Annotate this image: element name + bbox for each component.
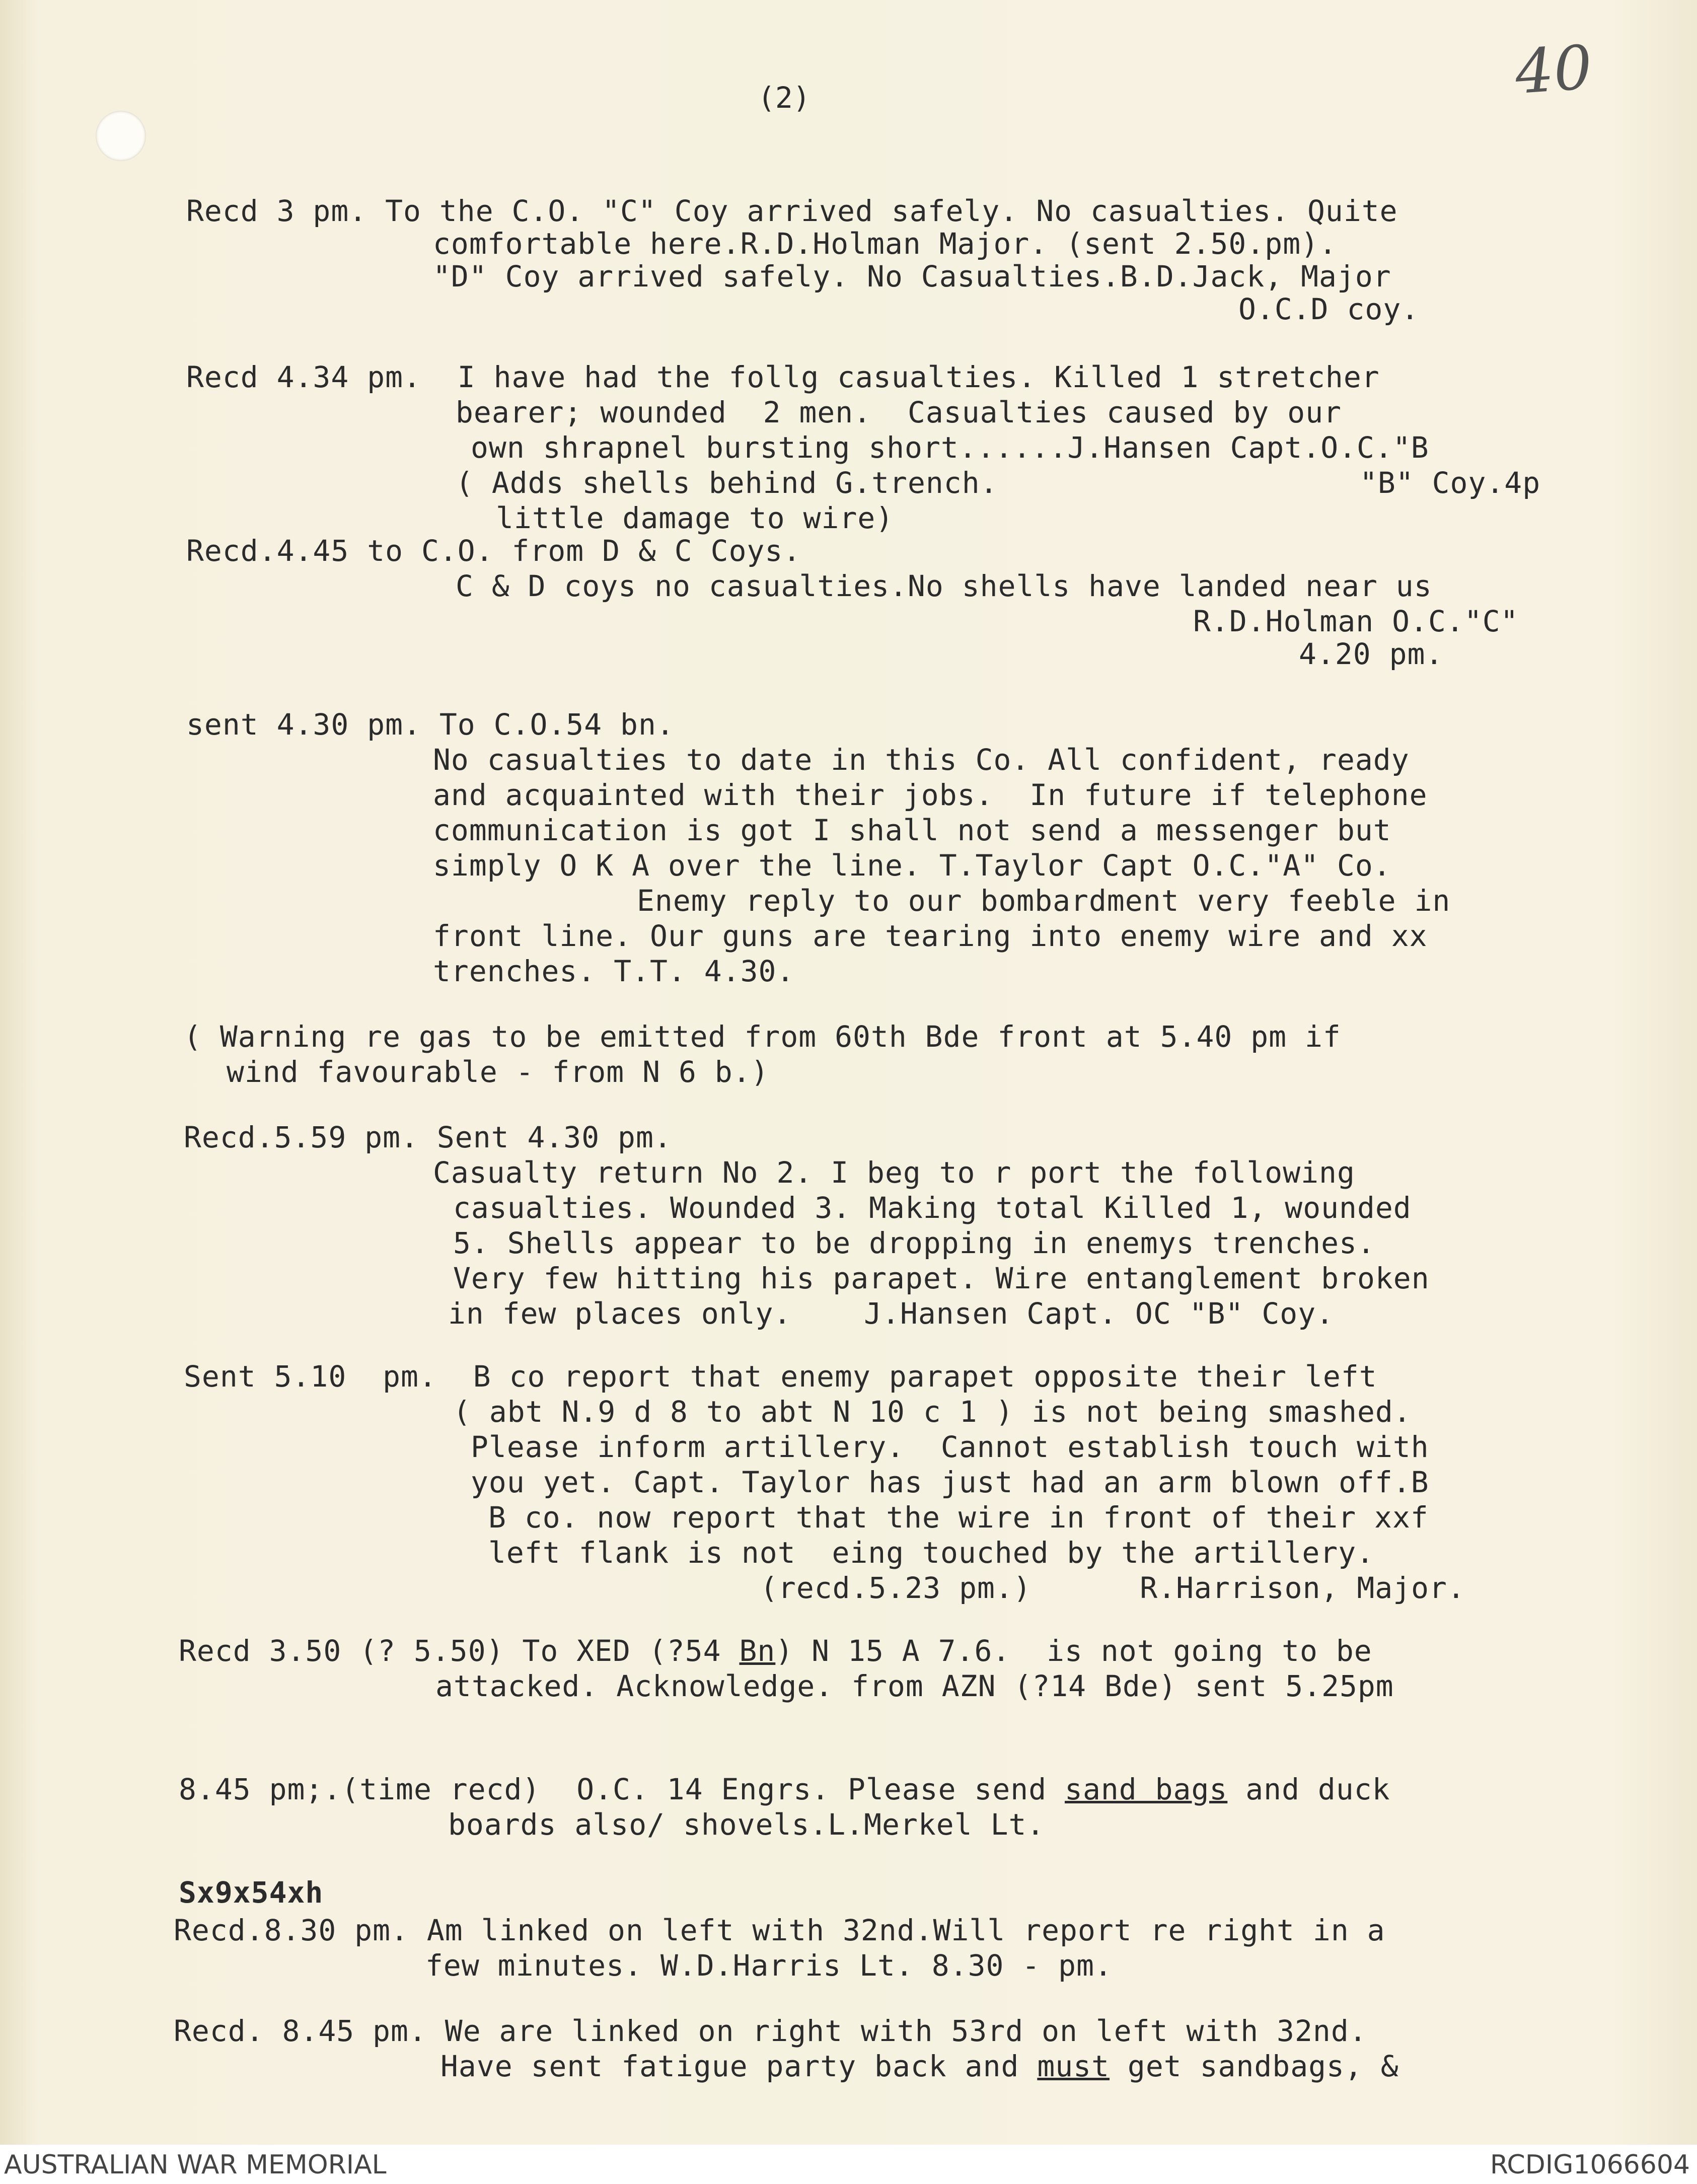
msg2-line5: little damage to wire)	[496, 501, 894, 535]
msg6-line6: left flank is not eing touched by the artillery.	[488, 1536, 1375, 1570]
msg2-line8: R.D.Holman O.C."C"	[1193, 604, 1519, 638]
msg2-line4: ( Adds shells behind G.trench. "B" Coy.4p	[456, 466, 1541, 500]
msg3-line6: Enemy reply to our bombardment very feeble in	[637, 884, 1451, 918]
msg7-line2: attacked. Acknowledge. from AZN (?14 Bde) sent 5.25pm	[435, 1669, 1394, 1703]
msg1-line4: O.C.D coy.	[1238, 292, 1420, 326]
msg8-line2: boards also/ shovels.L.Merkel Lt.	[448, 1807, 1045, 1842]
msg1-line2: comfortable here.R.D.Holman Major. (sent 2.50.pm).	[433, 227, 1337, 261]
msg3-line2: No casualties to date in this Co. All confident, ready	[433, 743, 1410, 777]
msg2-line1: Recd 4.34 pm. I have had the follg casualties. Killed 1 stretcher	[186, 360, 1380, 394]
msg3-line3: and acquainted with their jobs. In future if telephone	[433, 778, 1428, 812]
msg3-line8: trenches. T.T. 4.30.	[433, 954, 795, 988]
msg5-line4: 5. Shells appear to be dropping in enemys trenches.	[453, 1226, 1375, 1260]
msg6-line5: B co. now report that the wire in front of their xxf	[488, 1500, 1429, 1535]
msg4-line1: ( Warning re gas to be emitted from 60th Bde front at 5.40 pm if	[184, 1020, 1341, 1054]
msg1-line3: "D" Coy arrived safely. No Casualties.B.D.Jack, Major	[433, 259, 1391, 294]
msg6-line7: (recd.5.23 pm.) R.Harrison, Major.	[760, 1571, 1465, 1605]
msg10-line2: Have sent fatigue party back and must get sandbags, &	[440, 2049, 1399, 2083]
msg2-line9: 4.20 pm.	[1299, 637, 1444, 671]
msg6-line4: you yet. Capt. Taylor has just had an arm blown off.B	[471, 1465, 1429, 1499]
msg5-line6: in few places only. J.Hansen Capt. OC "B" Coy.	[448, 1296, 1335, 1331]
msg3-line4: communication is got I shall not send a messenger but	[433, 813, 1391, 847]
msg5-line5: Very few hitting his parapet. Wire entanglement broken	[453, 1261, 1430, 1295]
msg9-line2: few minutes. W.D.Harris Lt. 8.30 - pm.	[425, 1948, 1113, 1983]
msg4-line2: wind favourable - from N 6 b.)	[227, 1055, 769, 1089]
msg5-line3: casualties. Wounded 3. Making total Killed 1, wounded	[453, 1191, 1412, 1225]
msg9-struck-text: Sx9x54xh	[179, 1875, 324, 1910]
page-number: (2)	[758, 81, 810, 115]
msg2-line2: bearer; wounded 2 men. Casualties caused by our	[456, 395, 1342, 429]
msg5-line2: Casualty return No 2. I beg to r port the following	[433, 1155, 1355, 1190]
msg6-line1: Sent 5.10 pm. B co report that enemy parapet opposite their left	[184, 1359, 1377, 1394]
msg8-line1: 8.45 pm;.(time recd) O.C. 14 Engrs. Please send sand bags and duck	[179, 1772, 1390, 1806]
msg10-line1: Recd. 8.45 pm. We are linked on right with 53rd on left with 32nd.	[174, 2014, 1367, 2048]
punch-hole	[96, 111, 146, 161]
msg2-line3: own shrapnel bursting short......J.Hansen Capt.O.C."B	[471, 430, 1429, 465]
folio-number: 40	[1513, 32, 1595, 108]
msg2-line6: Recd.4.45 to C.O. from D & C Coys.	[186, 534, 801, 568]
msg2-line7: C & D coys no casualties.No shells have landed near us	[456, 569, 1432, 603]
msg3-line7: front line. Our guns are tearing into enemy wire and xx	[433, 919, 1428, 953]
msg6-line3: Please inform artillery. Cannot establish touch with	[471, 1430, 1429, 1464]
footer-record-id: RCDIG1066604	[1490, 2150, 1690, 2180]
msg1-line1: Recd 3 pm. To the C.O. "C" Coy arrived safely. No casualties. Quite	[186, 194, 1398, 228]
msg9-line1: Recd.8.30 pm. Am linked on left with 32nd.Will report re right in a	[174, 1913, 1385, 1947]
msg5-line1: Recd.5.59 pm. Sent 4.30 pm.	[184, 1120, 672, 1154]
msg7-line1: Recd 3.50 (? 5.50) To XED (?54 Bn) N 15 A 7.6. is not going to be	[179, 1634, 1372, 1668]
msg6-line2: ( abt N.9 d 8 to abt N 10 c 1 ) is not being smashed.	[453, 1395, 1412, 1429]
footer-institution: AUSTRALIAN WAR MEMORIAL	[4, 2150, 387, 2180]
footer-bar	[0, 2145, 1697, 2184]
msg3-line5: simply O K A over the line. T.Taylor Capt O.C."A" Co.	[433, 848, 1391, 883]
msg3-line1: sent 4.30 pm. To C.O.54 bn.	[186, 707, 675, 742]
